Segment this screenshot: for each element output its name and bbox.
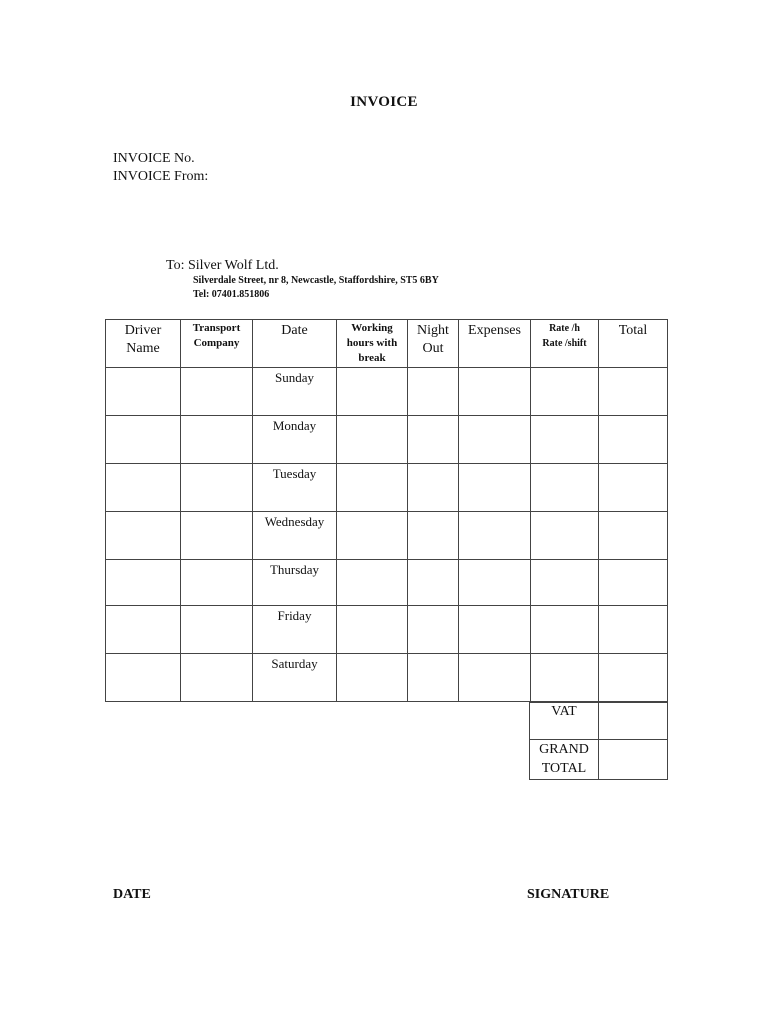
night-out-cell[interactable] (408, 606, 459, 654)
expenses-cell[interactable] (459, 606, 531, 654)
day-cell-friday: Friday (253, 606, 337, 654)
vat-row (530, 703, 668, 740)
working-hours-cell[interactable] (337, 464, 408, 512)
day-cell-saturday: Saturday (253, 654, 337, 702)
day-cell-thursday: Thursday (253, 560, 337, 606)
rate-cell[interactable] (531, 512, 599, 560)
driver-name-cell[interactable] (106, 464, 181, 512)
rate-cell[interactable] (531, 606, 599, 654)
rate-cell[interactable] (531, 416, 599, 464)
table-row (106, 464, 668, 512)
working-hours-cell[interactable] (337, 560, 408, 606)
night-out-cell[interactable] (408, 560, 459, 606)
transport-company-cell[interactable] (181, 654, 253, 702)
table-row (106, 606, 668, 654)
header-rate: Rate /h Rate /shift (531, 320, 599, 368)
working-hours-cell[interactable] (337, 606, 408, 654)
day-cell-tuesday: Tuesday (253, 464, 337, 512)
header-transport-company: Transport Company (181, 320, 253, 368)
driver-name-cell[interactable] (106, 560, 181, 606)
table-row (106, 368, 668, 416)
rate-cell[interactable] (531, 560, 599, 606)
signature-label: SIGNATURE (527, 887, 610, 902)
working-hours-cell[interactable] (337, 654, 408, 702)
rate-cell[interactable] (531, 654, 599, 702)
working-hours-cell[interactable] (337, 512, 408, 560)
driver-name-cell[interactable] (106, 512, 181, 560)
night-out-cell[interactable] (408, 654, 459, 702)
totals-table (529, 702, 668, 780)
header-night-out: Night Out (408, 320, 459, 368)
working-hours-cell[interactable] (337, 416, 408, 464)
expenses-cell[interactable] (459, 416, 531, 464)
total-cell[interactable] (599, 464, 668, 512)
table-row (106, 416, 668, 464)
driver-name-cell[interactable] (106, 368, 181, 416)
invoice-from-label: INVOICE From: (113, 169, 209, 184)
night-out-cell[interactable] (408, 416, 459, 464)
expenses-cell[interactable] (459, 654, 531, 702)
day-cell-sunday: Sunday (253, 368, 337, 416)
vat-label: VAT (530, 703, 599, 740)
expenses-cell[interactable] (459, 512, 531, 560)
transport-company-cell[interactable] (181, 464, 253, 512)
table-row (106, 560, 668, 606)
timesheet-table (105, 319, 668, 702)
working-hours-cell[interactable] (337, 368, 408, 416)
header-date: Date (253, 320, 337, 368)
transport-company-cell[interactable] (181, 512, 253, 560)
expenses-cell[interactable] (459, 560, 531, 606)
rate-cell[interactable] (531, 464, 599, 512)
expenses-cell[interactable] (459, 464, 531, 512)
header-total: Total (599, 320, 668, 368)
day-cell-wednesday: Wednesday (253, 512, 337, 560)
total-cell[interactable] (599, 512, 668, 560)
header-working-hours: Working hours with break (337, 320, 408, 368)
total-cell[interactable] (599, 654, 668, 702)
header-row (106, 320, 668, 368)
grand-total-label: GRAND TOTAL (530, 740, 599, 780)
vat-value-cell[interactable] (599, 703, 668, 740)
table-row (106, 654, 668, 702)
expenses-cell[interactable] (459, 368, 531, 416)
grand-total-value-cell[interactable] (599, 740, 668, 780)
total-cell[interactable] (599, 560, 668, 606)
total-cell[interactable] (599, 606, 668, 654)
transport-company-cell[interactable] (181, 606, 253, 654)
driver-name-cell[interactable] (106, 654, 181, 702)
night-out-cell[interactable] (408, 512, 459, 560)
table-row (106, 512, 668, 560)
driver-name-cell[interactable] (106, 416, 181, 464)
header-expenses: Expenses (459, 320, 531, 368)
grand-total-row (530, 740, 668, 780)
night-out-cell[interactable] (408, 464, 459, 512)
recipient-address: Silverdale Street, nr 8, Newcastle, Staffordshire, ST5 6BY (193, 275, 439, 286)
invoice-number-label: INVOICE No. (113, 151, 195, 166)
driver-name-cell[interactable] (106, 606, 181, 654)
transport-company-cell[interactable] (181, 416, 253, 464)
recipient-phone: Tel: 07401.851806 (193, 289, 270, 300)
header-driver-name: Driver Name (106, 320, 181, 368)
night-out-cell[interactable] (408, 368, 459, 416)
transport-company-cell[interactable] (181, 560, 253, 606)
day-cell-monday: Monday (253, 416, 337, 464)
total-cell[interactable] (599, 368, 668, 416)
invoice-title: INVOICE (350, 94, 418, 110)
transport-company-cell[interactable] (181, 368, 253, 416)
recipient-name: To: Silver Wolf Ltd. (166, 258, 279, 273)
total-cell[interactable] (599, 416, 668, 464)
rate-cell[interactable] (531, 368, 599, 416)
date-label: DATE (113, 887, 151, 902)
